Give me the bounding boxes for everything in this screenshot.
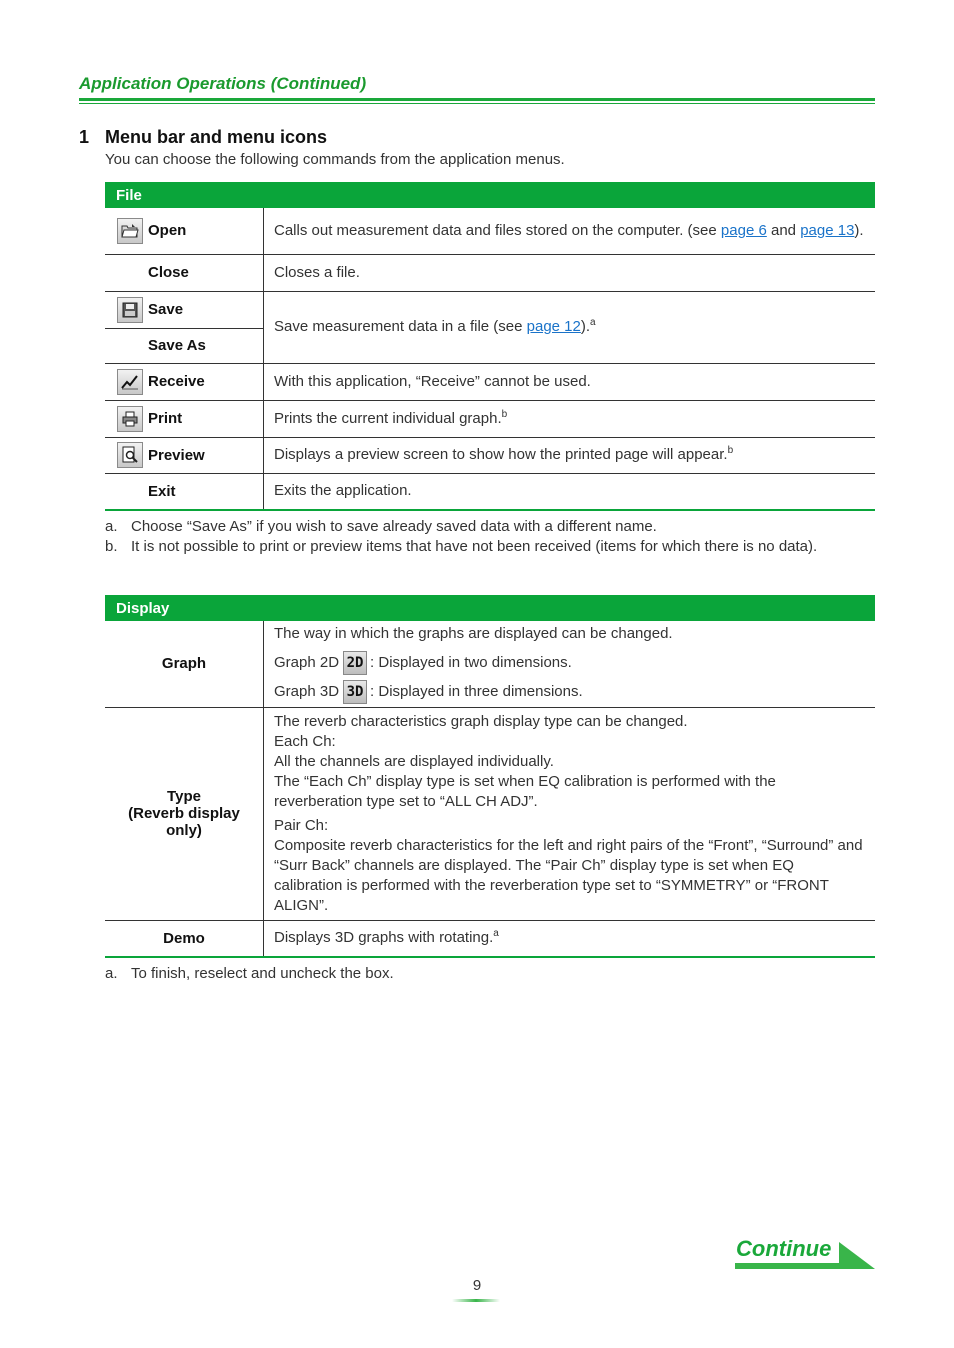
- footnote: a. To finish, reselect and uncheck the box.: [105, 965, 394, 982]
- footnote: b. It is not possible to print or preview items that have not been received (items for which there is no data).: [105, 538, 818, 555]
- exit-description: Exits the application.: [264, 473, 876, 510]
- graph-2d-icon: 2D: [343, 651, 367, 675]
- page-12-link[interactable]: page 12: [526, 318, 581, 335]
- type-description: The reverb characteristics graph display type can be changed. Each Ch: All the channels are displayed individually. The “Each Ch” display type is set when EQ calibration is performed with the reverberation type set to “ALL CH ADJ”. Pair Ch: Composite reverb characteristics for the left and right pairs of the “Front”, “Surround” and “Surr Back” channels are displayed. The “Pair Ch” display type is set when EQ calibration is performed with the reverberation type set to “SYMMETRY” or “FRONT ALIGN”.: [264, 707, 876, 920]
- display-table-heading: Display: [105, 595, 875, 621]
- graph-line-icon: [117, 369, 143, 395]
- demo-label: Demo: [105, 920, 264, 957]
- table-row: [105, 400, 875, 437]
- demo-description: Displays 3D graphs with rotating.$^a$: [264, 920, 876, 957]
- open-folder-icon: [117, 218, 143, 244]
- continue-bar: [735, 1263, 845, 1269]
- footnote-ref: b: [727, 445, 734, 456]
- display-footnotes: [105, 964, 875, 984]
- close-label: Close: [148, 264, 189, 281]
- magnifier-page-icon: [117, 442, 143, 468]
- file-table: [105, 182, 875, 511]
- display-table: [105, 595, 875, 958]
- table-row: [105, 208, 875, 254]
- file-table-heading: File: [105, 182, 875, 208]
- receive-description: With this application, “Receive” cannot be used.: [264, 363, 876, 400]
- section-number: 1: [79, 127, 90, 147]
- type-label: Type (Reverb display only): [105, 707, 264, 920]
- table-row: [105, 707, 875, 920]
- file-footnotes: [105, 517, 875, 557]
- header-rule: [79, 98, 875, 101]
- continue-marker: [735, 1236, 877, 1272]
- save-description: Save measurement data in a file (see page 12).$^a$: [264, 291, 876, 363]
- printer-icon: [117, 406, 143, 432]
- graph-description: The way in which the graphs are displayed can be changed. Graph 2D 2D : Displayed in two dimensions. Graph 3D 3D : Displayed in three dimensions.: [264, 621, 876, 707]
- save-as-label: Save As: [148, 337, 206, 354]
- exit-label: Exit: [148, 482, 176, 500]
- preview-label: Preview: [148, 446, 205, 464]
- table-row: [105, 291, 875, 328]
- page-13-link[interactable]: page 13: [800, 221, 855, 239]
- page-number-underline: [452, 1299, 500, 1302]
- table-row: [105, 920, 875, 957]
- continue-arrow-icon: [839, 1242, 875, 1269]
- footnote-ref: b: [501, 408, 508, 420]
- table-row: [105, 254, 875, 291]
- close-description: Closes a file.: [264, 254, 876, 291]
- page-6-link[interactable]: page 6: [720, 221, 767, 239]
- print-label: Print: [148, 410, 183, 427]
- print-description: Prints the current individual graph.$^b$: [264, 400, 876, 437]
- save-label: Save: [148, 301, 184, 318]
- graph-3d-icon: 3D: [343, 680, 367, 704]
- section-title-text: Menu bar and menu icons: [105, 127, 328, 147]
- running-header: Application Operations (Continued): [79, 74, 367, 93]
- footnote-ref: a: [590, 317, 596, 328]
- floppy-disk-icon: [117, 297, 143, 323]
- section-title: [79, 127, 327, 148]
- continue-text: Continue: [736, 1236, 832, 1261]
- open-description: Calls out measurement data and files stored on the computer. (see page 6 and page 13).: [264, 208, 876, 254]
- open-label: Open: [148, 222, 187, 240]
- preview-description: Displays a preview screen to show how the printed page will appear.$^b$: [264, 437, 876, 473]
- footnote-ref: a: [493, 928, 499, 940]
- receive-label: Receive: [148, 373, 205, 390]
- table-row: [105, 363, 875, 400]
- table-row: [105, 437, 875, 473]
- table-row: [105, 473, 875, 510]
- footnote: a. Choose “Save As” if you wish to save already saved data with a different name.: [105, 518, 657, 535]
- graph-label: Graph: [105, 621, 264, 707]
- page-number: 9: [472, 1277, 482, 1294]
- header-rule-thin: [79, 103, 875, 104]
- table-row: [105, 621, 875, 707]
- section-intro: You can choose the following commands from the application menus.: [105, 151, 565, 168]
